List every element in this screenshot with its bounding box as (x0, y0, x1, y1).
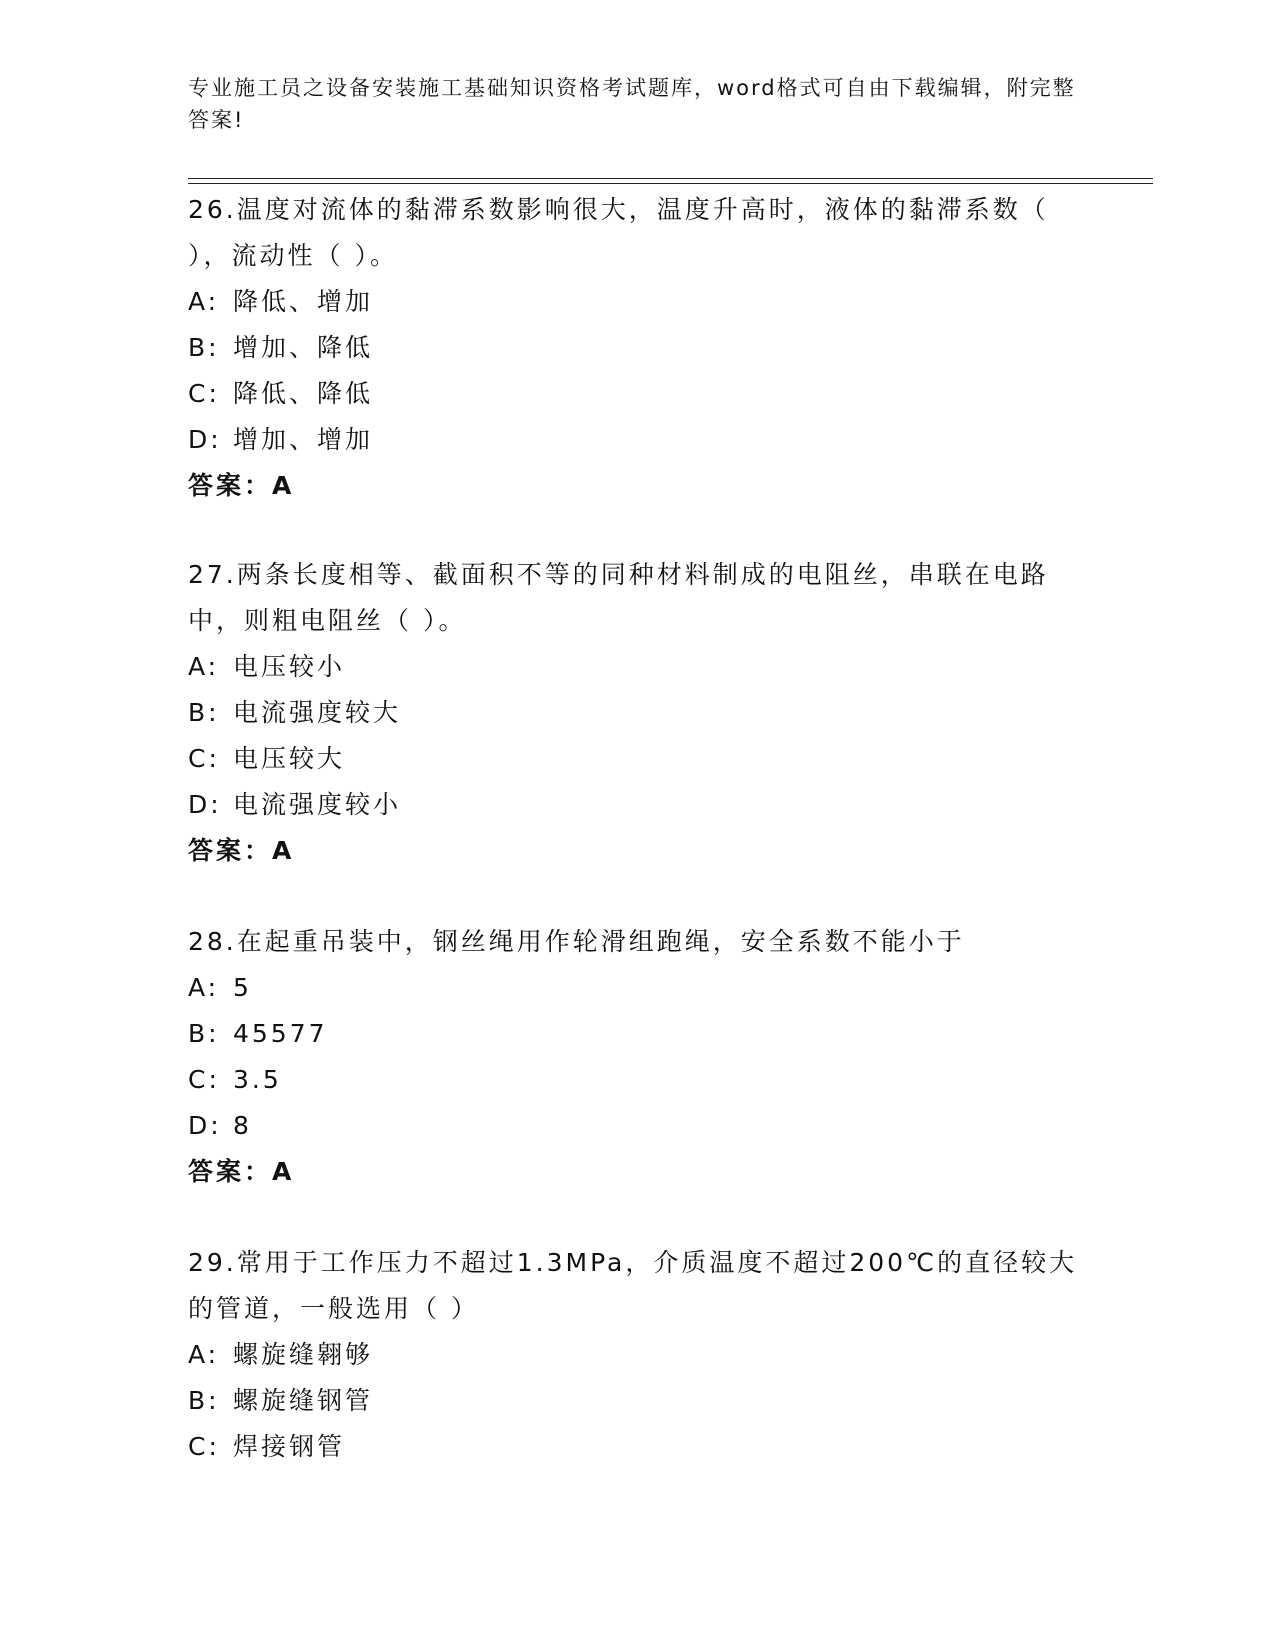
option-key: A: (188, 287, 220, 316)
document-header: 专业施工员之设备安装施工基础知识资格考试题库，word格式可自由下载编辑，附完整答案! (188, 76, 1076, 132)
option-b (188, 1378, 1088, 1424)
option-key: C: (188, 1432, 220, 1461)
option-key: B: (188, 698, 220, 727)
option-text: 增加、增加 (233, 425, 374, 454)
option-a (188, 1332, 1088, 1378)
option-text: 螺旋缝钢管 (233, 1386, 374, 1415)
option-key: B: (188, 1019, 220, 1048)
option-d (188, 417, 1088, 463)
option-a (188, 644, 1088, 690)
option-text: 8 (233, 1111, 252, 1140)
question-28 (188, 919, 1088, 1195)
option-key: C: (188, 1065, 220, 1094)
option-text: 电流强度较小 (233, 790, 402, 819)
option-key: D: (188, 1111, 222, 1140)
option-text: 电压较大 (233, 744, 346, 773)
option-key: A: (188, 973, 220, 1002)
option-text: 增加、降低 (233, 333, 374, 362)
answer-line: 答案：A (188, 1157, 295, 1186)
header-divider-top (188, 178, 1153, 179)
option-text: 5 (233, 973, 252, 1002)
option-c (188, 1424, 1088, 1470)
option-key: D: (188, 425, 222, 454)
option-key: D: (188, 790, 222, 819)
option-key: A: (188, 652, 220, 681)
question-27 (188, 552, 1088, 874)
option-text: 螺旋缝翱够 (233, 1340, 374, 1369)
option-a (188, 965, 1088, 1011)
question-26 (188, 187, 1088, 509)
option-d (188, 1103, 1088, 1149)
option-text: 3.5 (233, 1065, 282, 1094)
question-stem: 29.常用于工作压力不超过1.3MPa，介质温度不超过200℃的直径较大的管道，一般选用（ ） (188, 1248, 1078, 1323)
option-b (188, 690, 1088, 736)
option-text: 电流强度较大 (233, 698, 402, 727)
option-text: 降低、增加 (233, 287, 374, 316)
option-c (188, 371, 1088, 417)
option-text: 45577 (233, 1019, 328, 1048)
option-b (188, 325, 1088, 371)
option-key: B: (188, 1386, 220, 1415)
option-key: C: (188, 744, 220, 773)
option-a (188, 279, 1088, 325)
question-stem: 27.两条长度相等、截面积不等的同种材料制成的电阻丝，串联在电路中，则粗电阻丝（ ）。 (188, 560, 1049, 635)
option-c (188, 736, 1088, 782)
option-text: 降低、降低 (233, 379, 374, 408)
header-divider-bottom (188, 183, 1153, 184)
option-d (188, 782, 1088, 828)
question-stem: 26.温度对流体的黏滞系数影响很大，温度升高时，液体的黏滞系数（ ），流动性（ ）。 (188, 195, 1049, 270)
question-stem: 28.在起重吊装中，钢丝绳用作轮滑组跑绳，安全系数不能小于 (188, 927, 965, 956)
option-text: 电压较小 (233, 652, 346, 681)
answer-line: 答案：A (188, 471, 295, 500)
option-text: 焊接钢管 (233, 1432, 346, 1461)
option-key: A: (188, 1340, 220, 1369)
option-key: C: (188, 379, 220, 408)
option-c (188, 1057, 1088, 1103)
option-b (188, 1011, 1088, 1057)
question-29 (188, 1240, 1088, 1470)
option-key: B: (188, 333, 220, 362)
answer-line: 答案：A (188, 836, 295, 865)
